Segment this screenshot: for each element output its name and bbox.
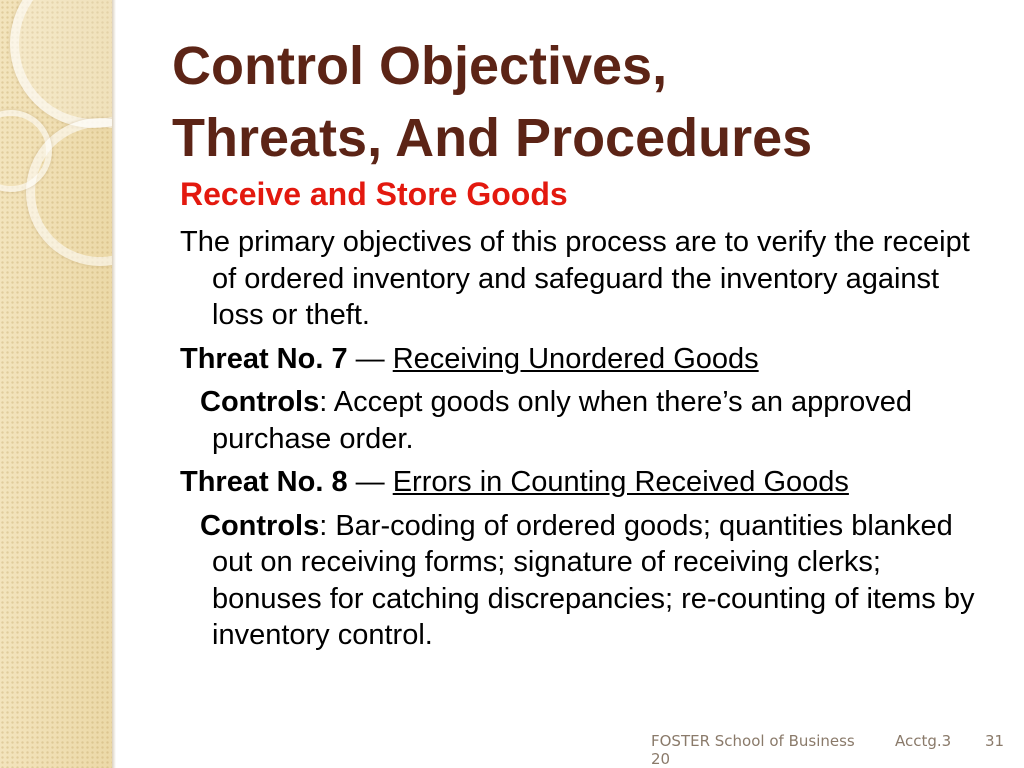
strip-shadow-edge [112, 0, 116, 768]
threat-7-label: Threat No. 7 [180, 342, 348, 375]
objective-paragraph: The primary objectives of this process are to verify the receipt of ordered inventory and safeguard the inventory against loss or theft. [180, 226, 970, 331]
slide-title-line-2: Threats, And Procedures [172, 108, 813, 168]
threat-7-name: Receiving Unordered Goods [392, 342, 759, 375]
threat-8-controls-label: Controls [200, 509, 320, 542]
threat-7-controls-text: : Accept goods only when there’s an approved purchase order. [212, 386, 912, 455]
threat-7-dash: — [347, 342, 393, 375]
threat-8-controls [180, 508, 980, 654]
decorative-ring [10, 0, 112, 128]
slide-body [180, 174, 980, 654]
threat-8-dash: — [347, 466, 393, 498]
slide-title-line-1: Control Objectives, [172, 36, 668, 96]
threat-8-label: Threat No. 8 [180, 466, 348, 498]
footer-school: FOSTER School of Business [651, 732, 855, 750]
threat-8-controls-text: : Bar-coding of ordered goods; quantities blanked out on receiving forms; signature of receiving clerks; bonuses for catching discrepancies; re-counting of items by inventory control. [212, 509, 975, 651]
footer-course: Acctg.3 [895, 732, 952, 750]
threat-8-heading [180, 464, 980, 501]
threat-7-controls-label: Controls [200, 386, 320, 418]
slide-title [172, 30, 992, 174]
slide-number: 31 [985, 732, 1005, 750]
threat-7-controls [180, 384, 980, 457]
footer-course-suffix: 20 [651, 750, 671, 768]
decorative-side-strip [0, 0, 112, 768]
threat-8-name: Errors in Counting Received Goods [392, 466, 849, 498]
section-subheading: Receive and Store Goods [180, 176, 568, 212]
threat-7-heading [180, 341, 980, 378]
